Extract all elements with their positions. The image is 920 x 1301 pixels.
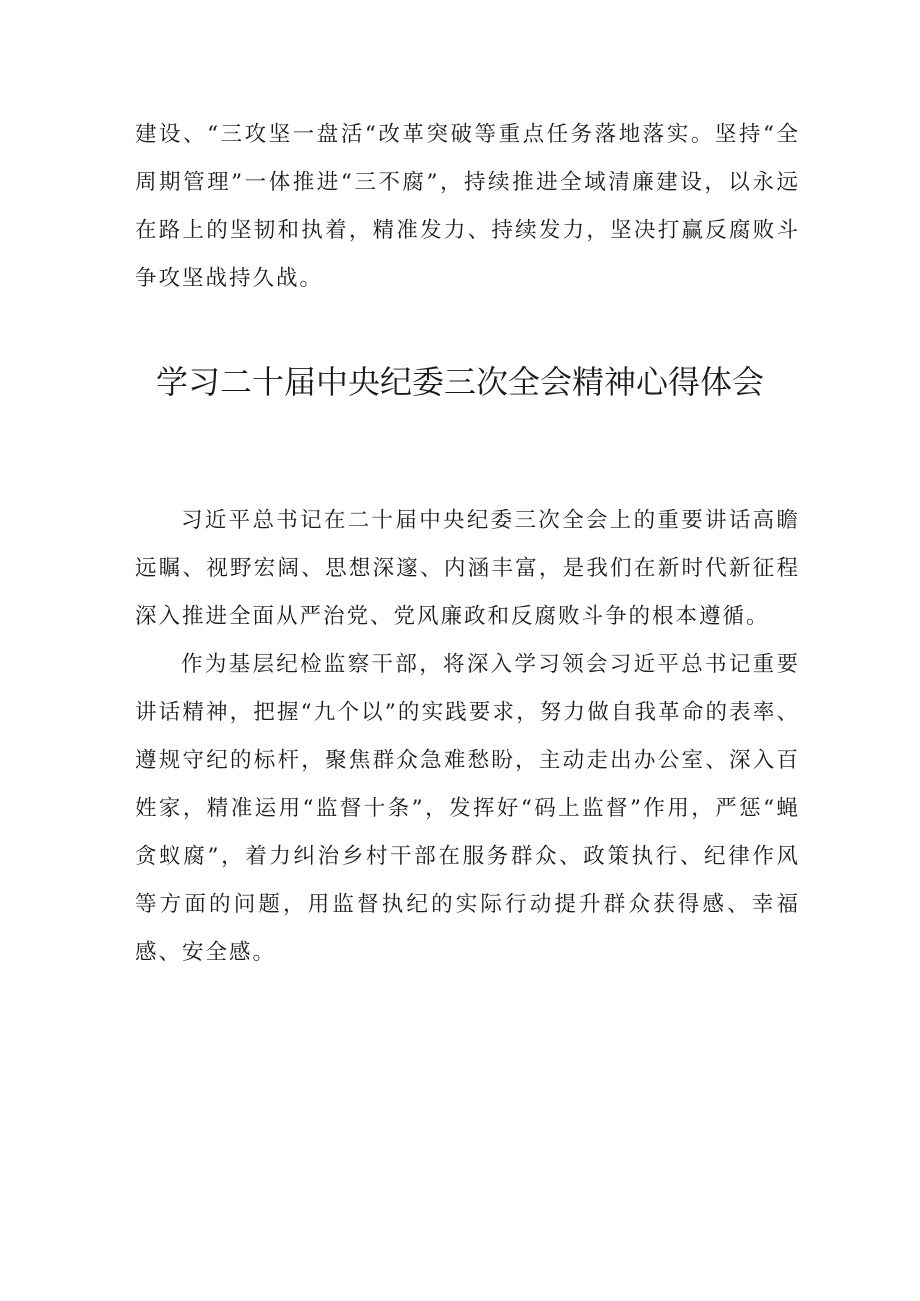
continuation-paragraph: 建设、“三攻坚一盘活“改革突破等重点任务落地落实。坚持“全周期管理”一体推进“三不腐”，持续推进全域清廉建设，以永远在路上的坚韧和执着，精准发力、持续发力，坚决打赢反腐败斗争攻坚战持久战。 <box>135 122 800 291</box>
body-paragraph-2: 作为基层纪检监察干部，将深入学习领会习近平总书记重要讲话精神，把握“九个以”的实践要求，努力做自我革命的表率、遵规守纪的标杆，聚焦群众急难愁盼，主动走出办公室、深入百姓家，精准运用“监督十条”，发挥好“码上监督”作用，严惩“蝇贪蚁腐”，着力纠治乡村干部在服务群众、政策执行、纪律作风等方面的问题，用监督执纪的实际行动提升群众获得感、幸福感、安全感。 <box>135 652 800 965</box>
body-paragraph-1: 习近平总书记在二十届中央纪委三次全会上的重要讲话高瞻远瞩、视野宏阔、思想深邃、内涵丰富，是我们在新时代新征程深入推进全面从严治党、党风廉政和反腐败斗争的根本遵循。 <box>135 508 800 629</box>
article-title: 学习二十届中央纪委三次全会精神心得体会 <box>155 363 764 401</box>
